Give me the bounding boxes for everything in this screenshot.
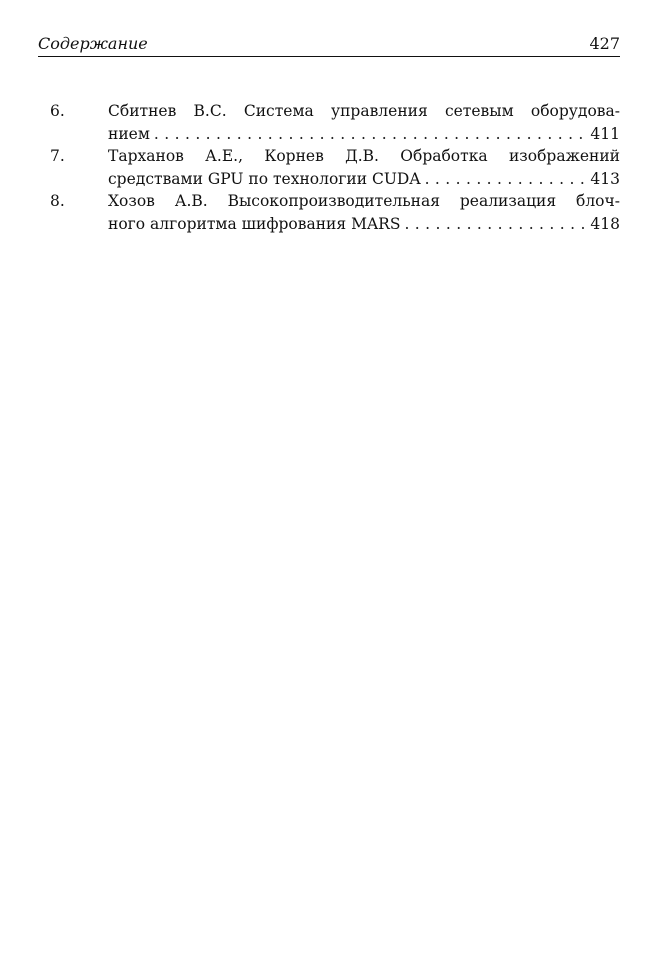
toc-entry-page: 413	[590, 169, 620, 188]
dot-leader	[154, 123, 585, 146]
toc-entry-page: 411	[590, 124, 620, 143]
toc-entry-title-line: ного алгоритма шифрования MARS	[108, 214, 401, 233]
running-header	[38, 34, 620, 57]
toc-entry-last-line	[108, 213, 620, 236]
dot-leader	[404, 213, 584, 236]
toc-entry-number: 8.	[50, 192, 65, 210]
toc-entry	[38, 100, 620, 145]
table-of-contents	[38, 100, 620, 235]
toc-entry-title-line: нием	[108, 124, 150, 143]
toc-entry	[38, 145, 620, 190]
toc-entry-page: 418	[590, 214, 620, 233]
toc-entry-last-line	[108, 168, 620, 191]
toc-entry-title-line: средствами GPU по технологии CUDA	[108, 169, 421, 188]
toc-entry-title-line: Хозов А.В. Высокопроизводительная реализация блоч-	[108, 192, 620, 210]
toc-entry	[38, 190, 620, 235]
running-header-title: Содержание	[38, 34, 148, 53]
toc-entry-number: 6.	[50, 102, 65, 120]
page-number: 427	[589, 34, 620, 53]
dot-leader	[425, 168, 585, 191]
toc-entry-title-line: Тарханов А.Е., Корнев Д.В. Обработка изображений	[108, 147, 620, 165]
toc-entry-title-line: Сбитнев В.С. Система управления сетевым оборудова-	[108, 102, 620, 120]
toc-entry-number: 7.	[50, 147, 65, 165]
toc-entry-last-line	[108, 123, 620, 146]
